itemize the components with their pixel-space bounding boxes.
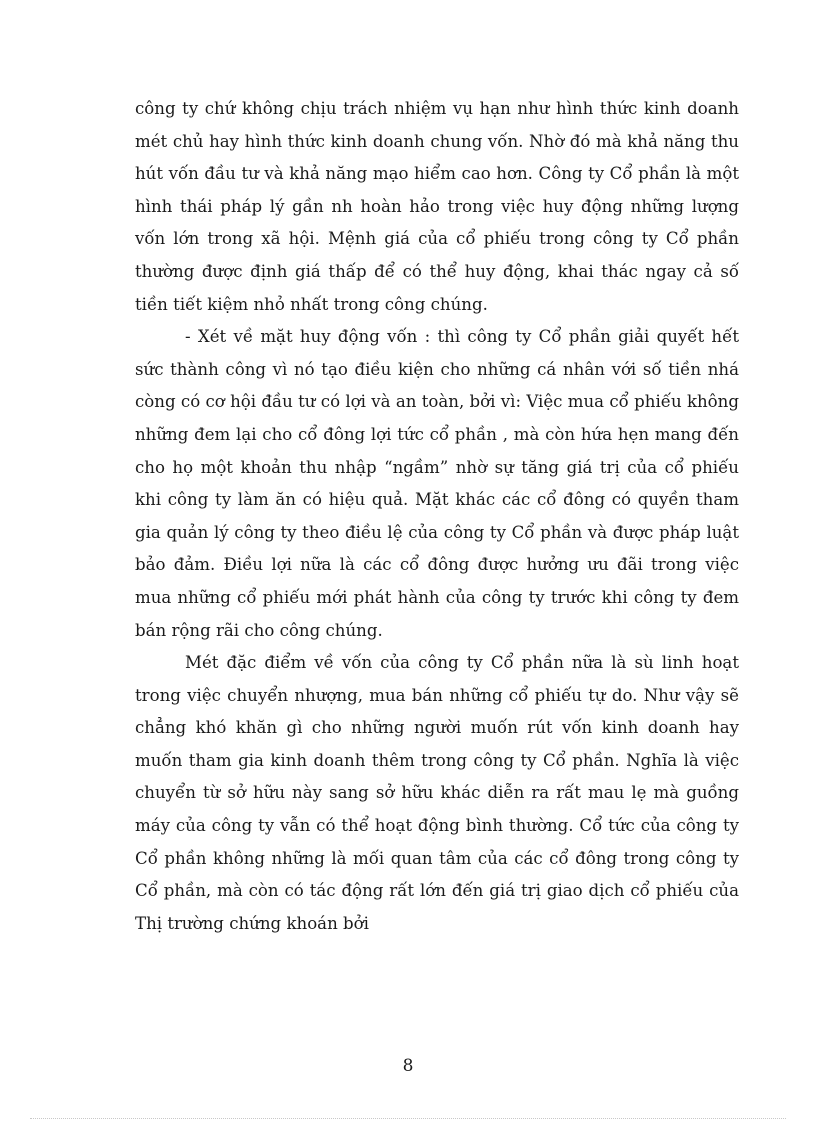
paragraph-3: Mét đặc điểm về vốn của công ty Cổ phần nữa là sù linh hoạt trong việc chuyển nhượng, mua bán những cổ phiếu tự do. Như vậy sẽ chẳng khó khăn gì cho những người muốn rút vốn kinh doanh hay muốn tham gia kinh doanh thêm trong công ty Cổ phần. Nghĩa là việc chuyển từ sở hữu này sang sở hữu khác diễn ra rất mau lẹ mà guồng máy của công ty vẫn có thể hoạt động bình thường. Cổ tức của công ty Cổ phần không những là mối quan tâm của các cổ đông trong công ty Cổ phần, mà còn có tác động rất lớn đến giá trị giao dịch cổ phiếu của Thị trường chứng khoán bởi: [135, 653, 739, 933]
body-text: [135, 93, 739, 940]
page-number: 8: [402, 1056, 414, 1076]
footer-divider: [30, 1118, 786, 1119]
paragraph-2: - Xét về mặt huy động vốn : thì công ty Cổ phần giải quyết hết sức thành công vì nó tạo điều kiện cho những cá nhân với số tiền nhá còng có cơ hội đầu tư có lợi và an toàn, bởi vì: Việc mua cổ phiếu không những đem lại cho cổ đông lợi tức cổ phần , mà còn hứa hẹn mang đến cho họ một khoản thu nhập “ngầm” nhờ sự tăng giá trị của cổ phiếu khi công ty làm ăn có hiệu quả. Mặt khác các cổ đông có quyền tham gia quản lý công ty theo điều lệ của công ty Cổ phần và được pháp luật bảo đảm. Điều lợi nữa là các cổ đông được hưởng ưu đãi trong việc mua những cổ phiếu mới phát hành của công ty trước khi công ty đem bán rộng rãi cho công chúng.: [135, 327, 739, 640]
paragraph-1: công ty chứ không chịu trách nhiệm vụ hạn như hình thức kinh doanh mét chủ hay hình thức kinh doanh chung vốn. Nhờ đó mà khả năng thu hút vốn đầu tư và khả năng mạo hiểm cao hơn. Công ty Cổ phần là một hình thái pháp lý gần nh hoàn hảo trong việc huy động những lượng vốn lớn trong xã hội. Mệnh giá của cổ phiếu trong công ty Cổ phần thường được định giá thấp để có thể huy động, khai thác ngay cả số tiền tiết kiệm nhỏ nhất trong công chúng.: [135, 99, 739, 314]
